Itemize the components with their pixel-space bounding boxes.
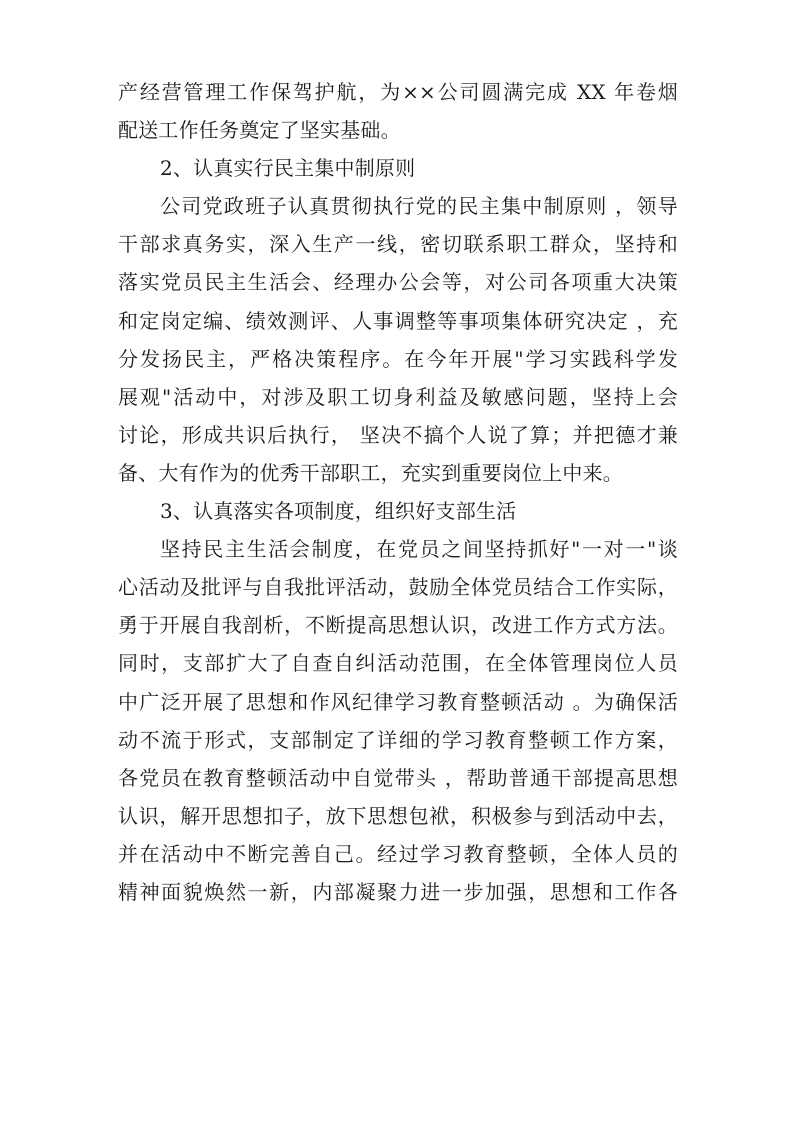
text-line: 产经营管理工作保驾护航，为××公司圆满完成 XX 年卷烟 <box>118 80 678 104</box>
text-line: 中广泛开展了思想和作风纪律学习教育整顿活动 。为确保活 <box>118 689 678 714</box>
text-line: 配送工作任务奠定了坚实基础。 <box>118 118 401 143</box>
text-line: 和定岗定编、绩效测评、人事调整等事项集体研究决定 ，充 <box>118 308 678 333</box>
text-line: 各党员在教育整顿活动中自觉带头 ，帮助普通干部提高思想 <box>118 765 678 790</box>
text-line: 备、大有作为的优秀干部职工，充实到重要岗位上中来。 <box>118 460 623 485</box>
text-line: 心活动及批评与自我批评活动，鼓励全体党员结合工作实际， <box>118 575 678 600</box>
text-line: 展观"活动中，对涉及职工切身利益及敏感问题，坚持上会 <box>118 384 678 409</box>
text-line: 并在活动中不断完善自己。经过学习教育整顿，全体人员的 <box>118 841 678 866</box>
text-line: 认识，解开思想扣子，放下思想包袱，积极参与到活动中去， <box>118 803 678 828</box>
text-line: 勇于开展自我剖析，不断提高思想认识，改进工作方式方法。 <box>118 613 678 638</box>
text-line: 同时，支部扩大了自查自纠活动范围，在全体管理岗位人员 <box>118 651 678 676</box>
section-heading: 2、认真实行民主集中制原则 <box>160 156 416 181</box>
text-line: 坚持民主生活会制度，在党员之间坚持抓好"一对一"谈 <box>160 537 678 562</box>
text-line: 分发扬民主，严格决策程序。在今年开展"学习实践科学发 <box>118 346 678 371</box>
text-line: 干部求真务实，深入生产一线，密切联系职工群众，坚持和 <box>118 232 678 257</box>
text-line: 讨论，形成共识后执行， 坚决不搞个人说了算；并把德才兼 <box>118 422 678 447</box>
text-line: 精神面貌焕然一新，内部凝聚力进一步加强，思想和工作各 <box>118 879 678 904</box>
document-body <box>118 73 678 911</box>
text-line: 动不流于形式，支部制定了详细的学习教育整顿工作方案， <box>118 727 678 752</box>
text-line: 公司党政班子认真贯彻执行党的民主集中制原则 ，领导 <box>160 194 678 219</box>
section-heading: 3、认真落实各项制度，组织好支部生活 <box>160 499 517 524</box>
text-line: 落实党员民主生活会、经理办公会等，对公司各项重大决策 <box>118 270 678 295</box>
